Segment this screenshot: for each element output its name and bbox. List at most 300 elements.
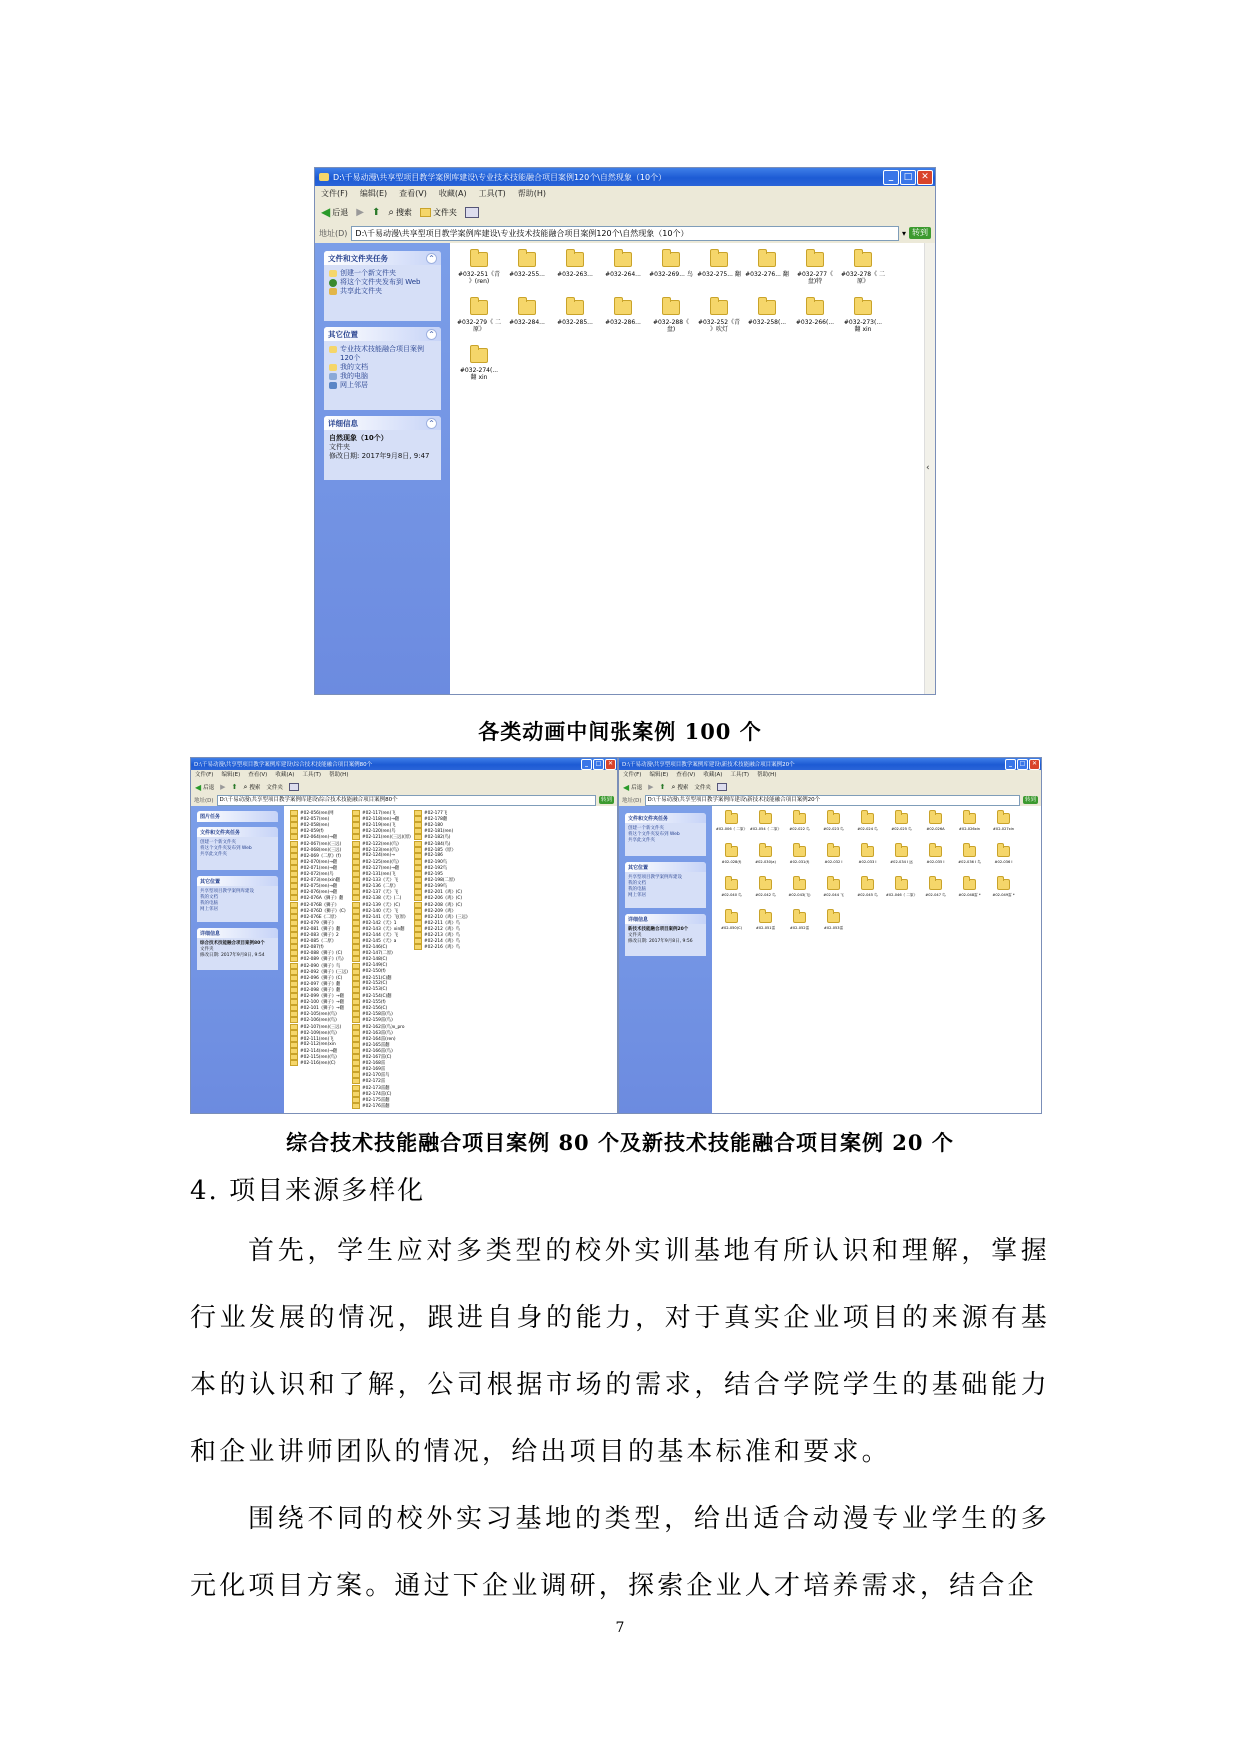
folders-button[interactable]: 文件夹	[266, 785, 283, 791]
folder-item[interactable]	[749, 813, 782, 831]
menu-edit[interactable]: 编辑(E)	[649, 772, 669, 778]
menu-view[interactable]: 查看(V)	[399, 189, 427, 198]
other-places-header[interactable]: 其它位置 ^	[324, 327, 441, 341]
list-item[interactable]	[414, 926, 460, 932]
folder-item[interactable]	[919, 846, 952, 864]
list-item[interactable]	[352, 1091, 391, 1097]
list-item[interactable]	[352, 895, 401, 901]
up-folder-icon[interactable]: ⬆	[231, 783, 238, 791]
list-item[interactable]	[290, 993, 344, 999]
list-item[interactable]	[290, 822, 329, 828]
list-item[interactable]	[414, 865, 447, 871]
list-item[interactable]	[352, 865, 399, 871]
task-share-folder[interactable]: 共享此文件夹	[329, 287, 436, 296]
close-button[interactable]: ✕	[605, 759, 616, 770]
list-item[interactable]	[352, 963, 387, 969]
go-button[interactable]: 转到	[909, 227, 931, 239]
place-my-computer[interactable]: 我的电脑	[200, 901, 218, 906]
list-item-label: #02-076A《狮子》翻	[300, 896, 344, 902]
folder-item[interactable]	[817, 846, 850, 864]
list-item[interactable]	[290, 914, 339, 920]
menu-file[interactable]: 文件(F)	[321, 189, 348, 198]
list-item[interactable]	[414, 810, 447, 816]
address-input[interactable]	[217, 795, 596, 806]
folder-content-area[interactable]	[450, 243, 935, 694]
title-bar[interactable]	[315, 168, 935, 186]
list-item[interactable]	[352, 853, 395, 859]
list-item[interactable]	[352, 828, 396, 834]
list-item[interactable]	[290, 963, 340, 969]
folder-item[interactable]	[749, 912, 782, 930]
task-publish-web[interactable]: 将这个文件夹发布到 Web	[329, 278, 436, 287]
search-icon[interactable]: ⌕	[243, 782, 248, 791]
list-item[interactable]	[414, 834, 450, 840]
list-item[interactable]	[290, 1017, 337, 1023]
task-publish-web[interactable]: 将这个文件夹发布到 Web	[628, 832, 680, 837]
list-item[interactable]	[290, 926, 340, 932]
folder-label: #02-048雷 *	[958, 893, 981, 897]
list-item[interactable]	[290, 908, 346, 914]
list-item[interactable]	[290, 975, 342, 981]
list-item-label: #02-117(ren)飞	[362, 811, 396, 816]
search-button[interactable]: 搜索	[395, 207, 412, 217]
folder-label: #02-049雷 *	[992, 893, 1015, 897]
dropdown-icon[interactable]: ▾	[901, 228, 906, 238]
list-item[interactable]	[414, 883, 447, 889]
place-network[interactable]: 网上邻居	[200, 907, 218, 912]
list-item[interactable]	[352, 816, 399, 822]
scrollbar[interactable]	[924, 243, 935, 694]
folder-item[interactable]	[715, 813, 748, 831]
folder-icon	[290, 950, 298, 956]
list-item[interactable]	[290, 895, 343, 901]
list-item[interactable]	[352, 1060, 385, 1066]
menu-view[interactable]: 查看(V)	[248, 772, 268, 778]
folder-item[interactable]	[696, 252, 742, 278]
title-bar[interactable]	[619, 758, 1041, 770]
list-item[interactable]	[414, 895, 462, 901]
menu-file[interactable]: 文件(F)	[623, 772, 642, 778]
list-item[interactable]	[414, 944, 460, 950]
list-item[interactable]	[290, 1048, 337, 1054]
list-item[interactable]	[352, 883, 398, 889]
menu-help[interactable]: 帮助(H)	[517, 189, 546, 198]
list-item[interactable]	[352, 1054, 391, 1060]
list-item[interactable]	[290, 883, 337, 889]
list-item[interactable]	[352, 1005, 387, 1011]
folders-button[interactable]: 文件夹	[432, 207, 457, 217]
details-header[interactable]: 详细信息	[197, 928, 278, 938]
file-tasks-header[interactable]: 文件和文件夹任务	[625, 813, 706, 823]
list-item[interactable]	[352, 1085, 389, 1091]
list-item[interactable]	[352, 834, 411, 840]
list-item[interactable]	[290, 871, 334, 877]
list-item[interactable]	[290, 816, 329, 822]
forward-icon[interactable]: ▶	[356, 206, 364, 218]
list-item[interactable]	[290, 847, 341, 853]
details-header[interactable]: 详细信息	[625, 914, 706, 924]
list-item[interactable]	[290, 987, 340, 993]
folder-content-area[interactable]	[712, 806, 1041, 1113]
list-item[interactable]	[414, 877, 455, 883]
list-item[interactable]	[352, 871, 396, 877]
details-name: 综合技术技能融合项目案例80个	[200, 941, 265, 946]
place-my-computer[interactable]: 我的电脑	[329, 372, 436, 381]
folder-icon	[352, 1097, 360, 1103]
list-item-label: #02-076D《狮子》(C)	[300, 908, 346, 914]
list-item[interactable]	[290, 956, 344, 962]
list-item[interactable]	[352, 932, 398, 938]
folder-label: #032-252《青 》吹灯	[697, 319, 741, 334]
folder-item[interactable]	[885, 846, 918, 864]
list-item[interactable]	[352, 1024, 405, 1030]
folder-item[interactable]	[919, 813, 952, 831]
folder-item[interactable]	[792, 300, 838, 326]
list-item[interactable]	[290, 1042, 336, 1048]
minimize-button[interactable]: _	[1005, 759, 1016, 770]
folder-item[interactable]	[851, 879, 884, 897]
list-item[interactable]	[290, 920, 336, 926]
list-item[interactable]	[414, 853, 443, 859]
menu-tools[interactable]: 工具(T)	[478, 189, 506, 198]
list-item[interactable]	[352, 950, 393, 956]
folder-item[interactable]	[851, 846, 884, 864]
folder-label: #032-255...	[509, 271, 545, 278]
paragraph-1: 首先，学生应对多类型的校外实训基地有所认识和理解，掌握行业发展的情况，跟进自身的能力，对于真实企业项目的来源有基本的认识和了解，公司根据市场的需求，结合学院学生的基础能力和企业讲师团队的情况，给出项目的基本标准和要求。	[190, 1236, 1050, 1467]
folder-icon	[414, 822, 422, 828]
list-item[interactable]	[352, 993, 391, 999]
list-item-label: #02-112(ren)xin	[300, 1042, 336, 1048]
list-item[interactable]	[352, 908, 398, 914]
folder-item[interactable]	[504, 252, 550, 278]
address-input[interactable]	[645, 795, 1020, 806]
folder-item[interactable]	[696, 300, 742, 333]
folder-item[interactable]	[817, 912, 850, 930]
folder-icon	[352, 950, 360, 956]
list-item[interactable]	[352, 822, 396, 828]
close-button[interactable]: ✕	[1029, 759, 1040, 770]
folder-item[interactable]	[648, 252, 694, 278]
back-button[interactable]: 后退	[631, 785, 643, 791]
place-parent-folder[interactable]: 共享型项目教学案例库建设	[200, 889, 254, 894]
list-item[interactable]	[290, 1024, 341, 1030]
folder-item[interactable]	[953, 813, 986, 831]
list-item[interactable]	[352, 810, 396, 816]
list-item[interactable]	[414, 902, 462, 908]
list-item[interactable]	[414, 871, 443, 877]
folder-item[interactable]	[456, 252, 502, 285]
list-item[interactable]	[290, 859, 337, 865]
folder-item[interactable]	[840, 300, 886, 333]
folder-item[interactable]	[715, 879, 748, 897]
collapse-icon[interactable]: ^	[426, 418, 437, 429]
list-item[interactable]	[352, 969, 386, 975]
list-item[interactable]	[352, 975, 391, 981]
list-item[interactable]	[414, 889, 462, 895]
other-places-header[interactable]: 其它位置	[197, 876, 278, 886]
folder-item[interactable]	[885, 879, 918, 897]
list-item[interactable]	[352, 902, 400, 908]
list-item[interactable]	[290, 938, 336, 944]
list-item[interactable]	[352, 938, 396, 944]
folder-item[interactable]	[817, 879, 850, 897]
list-item[interactable]	[414, 938, 460, 944]
menu-tools[interactable]: 工具(T)	[302, 772, 322, 778]
folder-item[interactable]	[600, 300, 646, 326]
list-item[interactable]	[290, 1005, 344, 1011]
list-item[interactable]	[290, 810, 334, 816]
folders-button[interactable]: 文件夹	[694, 785, 711, 791]
folder-label: #032-266(...	[795, 319, 835, 326]
list-item-label: #02-150(f)	[362, 969, 386, 975]
folder-item[interactable]	[749, 846, 782, 864]
list-item[interactable]	[290, 999, 344, 1005]
back-icon[interactable]: ◀	[195, 782, 202, 792]
list-item[interactable]	[414, 847, 456, 853]
list-item[interactable]	[290, 853, 341, 859]
menu-favorites[interactable]: 收藏(A)	[703, 772, 723, 778]
go-button[interactable]: 转到	[600, 797, 612, 803]
folder-item[interactable]	[840, 252, 886, 285]
folder-icon	[290, 1054, 298, 1060]
search-button[interactable]: 搜索	[249, 785, 261, 791]
place-my-documents[interactable]: 我的文档	[329, 363, 436, 372]
list-item[interactable]	[290, 969, 348, 975]
list-item[interactable]	[352, 981, 387, 987]
list-item[interactable]	[352, 1078, 385, 1084]
menu-tools[interactable]: 工具(T)	[730, 772, 750, 778]
folder-item[interactable]	[715, 846, 748, 864]
list-item[interactable]	[352, 1066, 385, 1072]
list-item[interactable]	[290, 1060, 336, 1066]
list-item[interactable]	[290, 865, 337, 871]
task-new-folder[interactable]: 创建一个新文件夹	[200, 840, 236, 845]
folder-item[interactable]	[851, 813, 884, 831]
folder-icon	[759, 846, 772, 857]
folder-item[interactable]	[552, 300, 598, 326]
list-item[interactable]	[414, 828, 453, 834]
folder-item[interactable]	[919, 879, 952, 897]
views-icon[interactable]	[717, 783, 727, 791]
place-my-documents[interactable]: 我的文档	[628, 881, 646, 886]
close-button[interactable]: ✕	[917, 170, 933, 185]
list-item[interactable]	[352, 1048, 393, 1054]
list-item[interactable]	[352, 920, 396, 926]
list-item[interactable]	[290, 932, 339, 938]
list-item[interactable]	[414, 822, 443, 828]
folder-item[interactable]	[504, 300, 550, 326]
folder-item[interactable]	[987, 813, 1020, 831]
list-item[interactable]	[352, 841, 399, 847]
list-item[interactable]	[352, 1036, 396, 1042]
folder-icon	[758, 300, 776, 315]
folder-item[interactable]	[744, 252, 790, 278]
folder-item[interactable]	[817, 813, 850, 831]
folder-icon	[414, 841, 422, 847]
folder-list-area[interactable]	[284, 806, 617, 1113]
menu-favorites[interactable]: 收藏(A)	[275, 772, 295, 778]
folder-item[interactable]	[783, 846, 816, 864]
list-item[interactable]	[352, 859, 399, 865]
list-item[interactable]	[352, 987, 387, 993]
folder-label: #02-033 I	[858, 860, 877, 864]
list-item-label: #02-107(ren)(三远)	[300, 1024, 342, 1030]
list-item[interactable]	[414, 932, 460, 938]
up-folder-icon[interactable]: ⬆	[371, 206, 381, 218]
folder-item[interactable]	[953, 879, 986, 897]
folder-item[interactable]	[744, 300, 790, 326]
list-item[interactable]	[352, 956, 387, 962]
paragraph-2: 围绕不同的校外实习基地的类型，给出适合动漫专业学生的多元化项目方案。通过下企业调研，探索企业人才培养需求，结合企	[190, 1504, 1050, 1601]
file-tasks-header[interactable]: 文件和文件夹任务 ^	[324, 251, 441, 265]
place-my-documents[interactable]: 我的文档	[200, 895, 218, 900]
menu-edit[interactable]: 编辑(E)	[359, 189, 388, 198]
file-tasks-header[interactable]: 文件和文件夹任务	[197, 827, 278, 837]
list-item-label: #02-089《狮子》(鸟)	[300, 957, 344, 963]
folder-item[interactable]	[456, 300, 502, 333]
list-item[interactable]	[352, 1030, 393, 1036]
list-item[interactable]	[414, 816, 447, 822]
menu-edit[interactable]: 编辑(E)	[221, 772, 241, 778]
minimize-button[interactable]: _	[883, 170, 899, 185]
list-item[interactable]	[414, 859, 447, 865]
title-bar[interactable]	[191, 758, 617, 770]
list-item[interactable]	[352, 1011, 393, 1017]
folder-item[interactable]	[552, 252, 598, 278]
maximize-button[interactable]: □	[593, 759, 604, 770]
back-icon[interactable]: ◀	[321, 205, 331, 219]
menu-view[interactable]: 查看(V)	[676, 772, 696, 778]
place-network[interactable]: 网上邻居	[329, 381, 436, 390]
maximize-button[interactable]: □	[900, 170, 916, 185]
list-item[interactable]	[290, 1011, 337, 1017]
folder-item[interactable]	[600, 252, 646, 278]
folder-item[interactable]	[987, 879, 1020, 897]
list-item[interactable]	[352, 1042, 389, 1048]
list-item-label: #02-090《狮子》鸟	[300, 963, 341, 969]
folder-item[interactable]	[715, 912, 748, 930]
search-icon[interactable]: ⌕	[388, 206, 394, 218]
list-item[interactable]	[290, 877, 340, 883]
collapse-icon[interactable]: ^	[426, 329, 437, 340]
place-parent-folder[interactable]: 共享型项目教学案例库建设	[628, 875, 682, 880]
list-item[interactable]	[290, 950, 342, 956]
details-header[interactable]: 详细信息 ^	[324, 416, 441, 430]
share-folder-icon	[329, 288, 337, 295]
views-icon[interactable]	[289, 783, 299, 791]
list-item[interactable]	[414, 908, 456, 914]
list-item[interactable]	[352, 999, 386, 1005]
list-item-label: #02-056(ren)网	[300, 811, 334, 816]
list-item-label: #02-166雷(鸟)	[362, 1048, 393, 1054]
list-item-label: #02-176雷翻	[362, 1103, 390, 1109]
list-item[interactable]	[290, 1036, 334, 1042]
list-item[interactable]	[290, 834, 337, 840]
folder-icon	[352, 895, 360, 901]
folder-item[interactable]	[456, 348, 502, 381]
list-item[interactable]	[290, 1054, 337, 1060]
list-item[interactable]	[352, 914, 406, 920]
list-item[interactable]	[414, 920, 460, 926]
list-item[interactable]	[352, 847, 399, 853]
folder-item[interactable]	[783, 813, 816, 831]
list-item[interactable]	[290, 944, 324, 950]
list-item[interactable]	[352, 1103, 389, 1109]
task-share-folder[interactable]: 共享此文件夹	[200, 852, 227, 857]
folder-item[interactable]	[749, 879, 782, 897]
search-button[interactable]: 搜索	[677, 785, 689, 791]
menu-file[interactable]: 文件(F)	[195, 772, 214, 778]
list-item[interactable]	[352, 877, 398, 883]
forward-icon[interactable]: ▶	[220, 783, 226, 791]
maximize-button[interactable]: □	[1017, 759, 1028, 770]
list-item[interactable]	[290, 902, 339, 908]
folder-item[interactable]	[885, 813, 918, 831]
folder-item[interactable]	[987, 846, 1020, 864]
up-folder-icon[interactable]: ⬆	[659, 783, 666, 791]
list-item[interactable]	[352, 889, 398, 895]
address-input[interactable]	[351, 226, 899, 241]
folder-icon	[414, 810, 422, 816]
scroll-arrow-icon[interactable]: ‹	[926, 463, 930, 473]
folder-item[interactable]	[783, 912, 816, 930]
menu-help[interactable]: 帮助(H)	[329, 772, 349, 778]
go-button[interactable]: 转到	[1024, 797, 1036, 803]
task-publish-web[interactable]: 将这个文件夹发布到 Web	[200, 846, 252, 851]
folder-item[interactable]	[648, 300, 694, 333]
picture-tasks-header[interactable]: 图片任务	[197, 811, 278, 822]
place-parent-folder[interactable]: 专业技术技能融合项目案例120个	[329, 345, 436, 363]
folder-item[interactable]	[953, 846, 986, 864]
place-my-computer[interactable]: 我的电脑	[628, 887, 646, 892]
folder-item[interactable]	[792, 252, 838, 285]
views-icon[interactable]	[465, 207, 479, 218]
folder-icon	[827, 846, 840, 857]
task-share-folder[interactable]: 共享此文件夹	[628, 838, 655, 843]
back-button[interactable]: 后退	[203, 785, 215, 791]
list-item[interactable]	[414, 914, 468, 920]
folders-icon[interactable]	[420, 208, 431, 217]
place-network[interactable]: 网上邻居	[628, 893, 646, 898]
other-places-header[interactable]: 其它位置	[625, 862, 706, 872]
list-item[interactable]	[352, 944, 387, 950]
task-new-folder[interactable]: 创建一个新文件夹	[628, 826, 664, 831]
list-item[interactable]	[352, 926, 404, 932]
details-modified: 修改日期: 2017年9月8日, 9:47	[329, 452, 430, 460]
list-item[interactable]	[290, 1030, 337, 1036]
list-item[interactable]	[352, 1017, 393, 1023]
back-icon[interactable]: ◀	[623, 782, 630, 792]
list-item[interactable]	[352, 1097, 389, 1103]
menu-favorites[interactable]: 收藏(A)	[438, 189, 467, 198]
menu-help[interactable]: 帮助(H)	[757, 772, 777, 778]
search-icon[interactable]: ⌕	[671, 782, 676, 791]
minimize-button[interactable]: _	[581, 759, 592, 770]
folder-icon	[352, 841, 360, 847]
list-item[interactable]	[352, 1072, 389, 1078]
forward-icon[interactable]: ▶	[648, 783, 654, 791]
collapse-icon[interactable]: ^	[426, 253, 437, 264]
list-item[interactable]	[290, 828, 324, 834]
folder-item[interactable]	[783, 879, 816, 897]
list-item[interactable]	[290, 981, 340, 987]
folder-icon	[414, 926, 422, 932]
list-item[interactable]	[290, 889, 337, 895]
list-item[interactable]	[290, 841, 341, 847]
task-new-folder[interactable]: 创建一个新文件夹	[329, 269, 436, 278]
back-button[interactable]: 后退	[332, 207, 349, 217]
list-item[interactable]	[414, 841, 450, 847]
